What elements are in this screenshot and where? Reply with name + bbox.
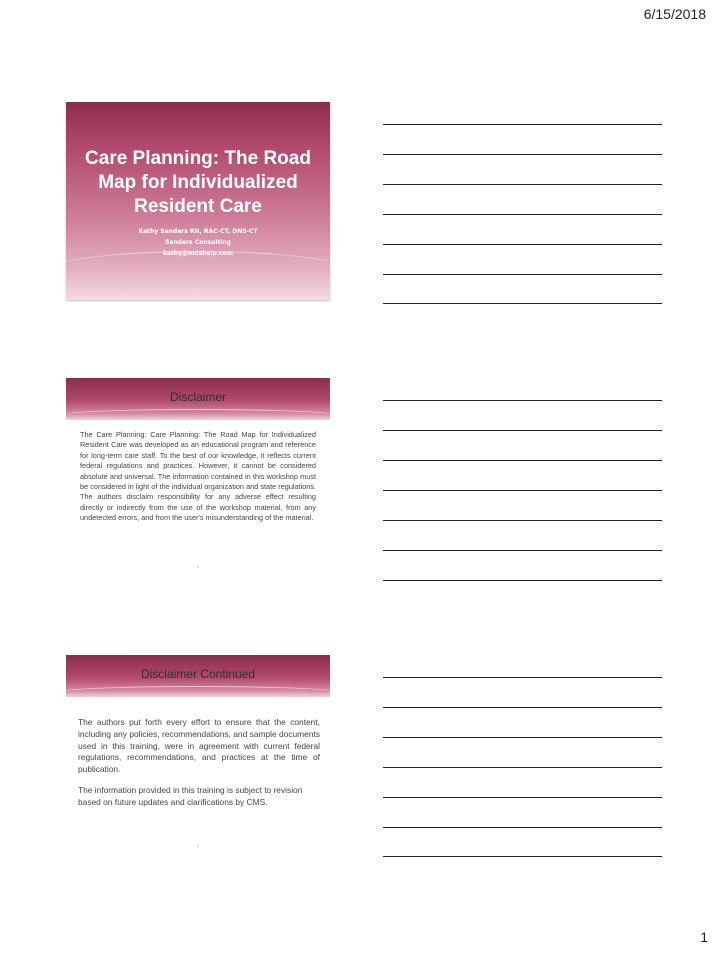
note-line bbox=[383, 274, 662, 275]
note-line bbox=[383, 550, 662, 551]
slide-title: Disclaimer bbox=[169, 390, 226, 404]
page-date: 6/15/2018 bbox=[643, 6, 706, 22]
slide-title: Disclaimer Continued bbox=[140, 667, 256, 681]
note-line bbox=[383, 827, 662, 828]
presenter-name: Kathy Sanders RN, RAC-CT, DNS-CT bbox=[138, 228, 258, 235]
slide-body bbox=[78, 717, 320, 818]
note-line bbox=[383, 856, 662, 857]
note-line bbox=[383, 154, 662, 155]
slide-thumbnail-disclaimer bbox=[66, 378, 330, 583]
note-line bbox=[383, 580, 662, 581]
presenter-email: kathy@mdshelp.com bbox=[162, 250, 234, 257]
note-line bbox=[383, 797, 662, 798]
note-line bbox=[383, 214, 662, 215]
presenter-info bbox=[66, 226, 330, 259]
slide-header-band bbox=[66, 655, 330, 697]
slide-number-mark: 3 bbox=[196, 843, 200, 848]
slide-number-mark: 2 bbox=[196, 564, 200, 569]
note-line bbox=[383, 677, 662, 678]
note-line bbox=[383, 184, 662, 185]
note-line bbox=[383, 737, 662, 738]
presenter-company: Sanders Consulting bbox=[165, 239, 231, 246]
note-line bbox=[383, 460, 662, 461]
note-line bbox=[383, 767, 662, 768]
note-line bbox=[383, 707, 662, 708]
note-line bbox=[383, 124, 662, 125]
body-paragraph: The information provided in this training is subject to revision based on future updates and clarifications by CMS. bbox=[78, 784, 303, 807]
body-paragraph: The authors put forth every effort to ensure that the content, including any policies, recommendations, and sample documents used in this training, were in agreement with current federal regulations, recommendations, and practices at the time of publication. bbox=[78, 717, 320, 775]
note-line bbox=[383, 520, 662, 521]
slide-body: The Care Planning: Care Planning: The Road Map for Individualized Resident Care was developed as an educational program and reference for long-term care staff. To the best of our knowledge, it reflects current federal regulations and practices. However, it cannot be considered absolute and universal. The information contained in this workshop must be considered in light of the individual organization and state regulations. The authors disclaim responsibility for any adverse effect resulting directly or indirectly from the use of the workshop material, from any undetected errors, and from the user's misunderstanding of the material. bbox=[80, 430, 316, 523]
slide-thumbnail-disclaimer-continued bbox=[66, 655, 330, 860]
note-line bbox=[383, 303, 662, 304]
slide-title: Care Planning: The Road Map for Individualized Resident Care bbox=[85, 148, 311, 217]
page-number: 1 bbox=[700, 929, 708, 945]
slide-header-band bbox=[66, 378, 330, 420]
note-line bbox=[383, 490, 662, 491]
note-line bbox=[383, 400, 662, 401]
slide-number-mark: 1 bbox=[196, 289, 200, 294]
note-line bbox=[383, 430, 662, 431]
slide-thumbnail-title bbox=[66, 102, 330, 300]
note-line bbox=[383, 244, 662, 245]
